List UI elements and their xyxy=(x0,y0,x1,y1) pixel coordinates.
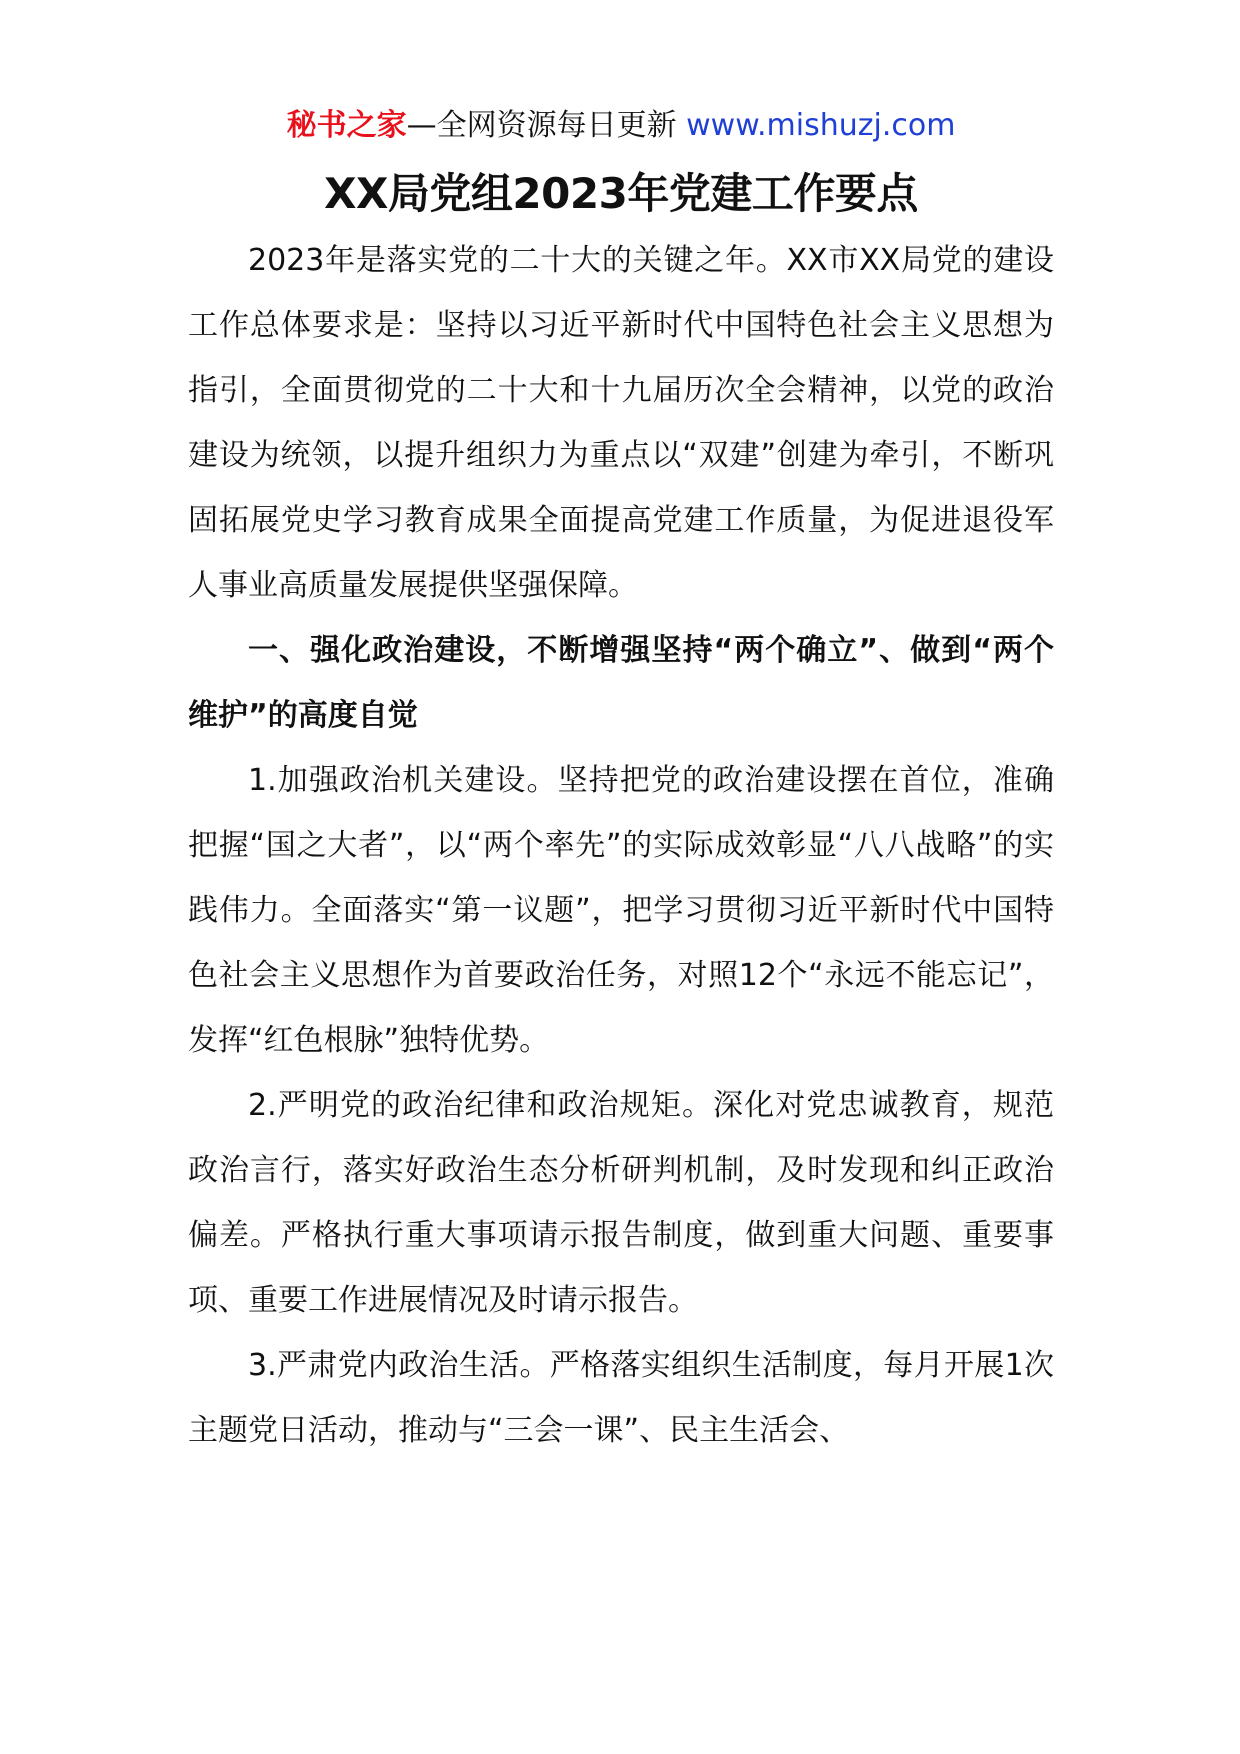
intro-paragraph: 2023年是落实党的二十大的关键之年。XX市XX局党的建设工作总体要求是：坚持以习近平新时代中国特色社会主义思想为指引，全面贯彻党的二十大和十九届历次全会精神，以党的政治建设为统领，以提升组织力为重点以“双建”创建为牵引，不断巩固拓展党史学习教育成果全面提高党建工作质量，为促进退役军人事业高质量发展提供坚强保障。 xyxy=(188,243,1054,603)
section-heading: 一、强化政治建设，不断增强坚持“两个确立”、做到“两个维护”的高度自觉 xyxy=(188,633,1054,733)
section-item-3: 3.严肃党内政治生活。严格落实组织生活制度，每月开展1次主题党日活动，推动与“三会一课”、民主生活会、 xyxy=(188,1348,1054,1448)
site-header xyxy=(148,104,1094,148)
document-title: XX局党组2023年党建工作要点 xyxy=(324,169,918,218)
section-item-2: 2.严明党的政治纪律和政治规矩。深化对党忠诚教育，规范政治言行，落实好政治生态分析研判机制，及时发现和纠正政治偏差。严格执行重大事项请示报告制度，做到重大问题、重要事项、重要工作进展情况及时请示报告。 xyxy=(188,1088,1054,1318)
section-item-1: 1.加强政治机关建设。坚持把党的政治建设摆在首位，准确把握“国之大者”，以“两个率先”的实际成效彰显“八八战略”的实践伟力。全面落实“第一议题”，把学习贯彻习近平新时代中国特色社会主义思想作为首要政治任务，对照12个“永远不能忘记”，发挥“红色根脉”独特优势。 xyxy=(188,763,1054,1058)
site-url-link[interactable]: www.mishuzj.com xyxy=(686,108,956,143)
site-slogan: —全网资源每日更新 xyxy=(406,108,687,143)
site-brand: 秘书之家 xyxy=(286,108,407,143)
